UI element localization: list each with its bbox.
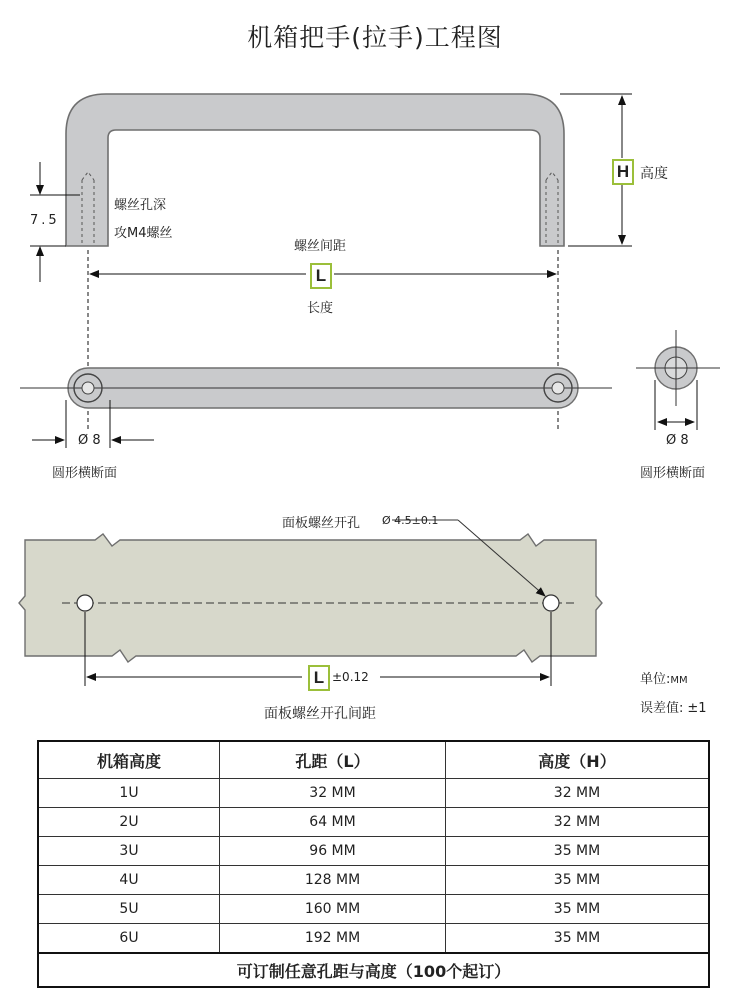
hole-dimension: Ø 4.5±0.1 <box>382 514 439 527</box>
table-row <box>38 779 709 808</box>
table-cell: 4U <box>38 866 220 895</box>
length-label: 长度 <box>307 301 334 316</box>
depth-value: 7.5 <box>30 213 60 228</box>
diameter-right: Ø 8 <box>666 433 689 448</box>
page-title: 机箱把手(拉手)工程图 <box>247 23 503 52</box>
table-cell: 35 MM <box>446 866 710 895</box>
table-footer-row <box>38 953 709 987</box>
panel-spacing-label: 面板螺丝开孔间距 <box>264 706 376 722</box>
diameter-left: Ø 8 <box>78 433 101 448</box>
table-cell: 3U <box>38 837 220 866</box>
table-cell: 128 MM <box>220 866 446 895</box>
table-cell: 2U <box>38 808 220 837</box>
spec-table <box>37 740 710 988</box>
header-hole-distance: 孔距（L） <box>220 741 446 779</box>
panel-hole-right <box>543 595 559 611</box>
table-cell: 192 MM <box>220 924 446 954</box>
panel-length-symbol: L <box>308 665 330 691</box>
table-row <box>38 895 709 924</box>
table-row <box>38 866 709 895</box>
table-row <box>38 924 709 954</box>
side-hole-left-inner <box>82 382 94 394</box>
side-hole-right-inner <box>552 382 564 394</box>
table-footer-note: 可订制任意孔距与高度（100个起订） <box>38 953 709 987</box>
tolerance-label: 误差值: <box>640 701 684 716</box>
table-cell: 32 MM <box>446 808 710 837</box>
cross-section-centerlines <box>636 330 720 406</box>
table-cell: 6U <box>38 924 220 954</box>
header-chassis-height: 机箱高度 <box>38 741 220 779</box>
unit-value: MM <box>670 675 688 686</box>
unit-label: 单位: <box>640 672 671 687</box>
panel-strip <box>19 534 602 662</box>
panel-length-tolerance: ±0.12 <box>332 670 369 684</box>
spacing-label: 螺丝间距 <box>294 239 347 254</box>
table-cell: 64 MM <box>220 808 446 837</box>
panel-hole-left <box>77 595 93 611</box>
header-height: 高度（H） <box>446 741 710 779</box>
thread-label-line1: 螺丝孔深 <box>114 198 167 213</box>
height-label: 高度 <box>640 166 668 182</box>
table-cell: 5U <box>38 895 220 924</box>
height-symbol: H <box>612 159 634 185</box>
table-cell: 96 MM <box>220 837 446 866</box>
table-header-row <box>38 741 709 779</box>
length-symbol: L <box>310 263 332 289</box>
table-cell: 160 MM <box>220 895 446 924</box>
unit-note <box>640 668 688 687</box>
table-row <box>38 808 709 837</box>
table-cell: 32 MM <box>220 779 446 808</box>
table-cell: 35 MM <box>446 837 710 866</box>
tolerance-value: ±1 <box>687 701 707 716</box>
thread-label-line2: 攻M4螺丝 <box>114 226 173 241</box>
table-cell: 35 MM <box>446 924 710 954</box>
table-cell: 1U <box>38 779 220 808</box>
section-label-right: 圆形横断面 <box>640 466 706 481</box>
table-cell: 35 MM <box>446 895 710 924</box>
table-cell: 32 MM <box>446 779 710 808</box>
tolerance-note <box>640 697 707 716</box>
hole-label: 面板螺丝开孔 <box>282 516 361 531</box>
table-row <box>38 837 709 866</box>
section-label-left: 圆形横断面 <box>52 466 118 481</box>
